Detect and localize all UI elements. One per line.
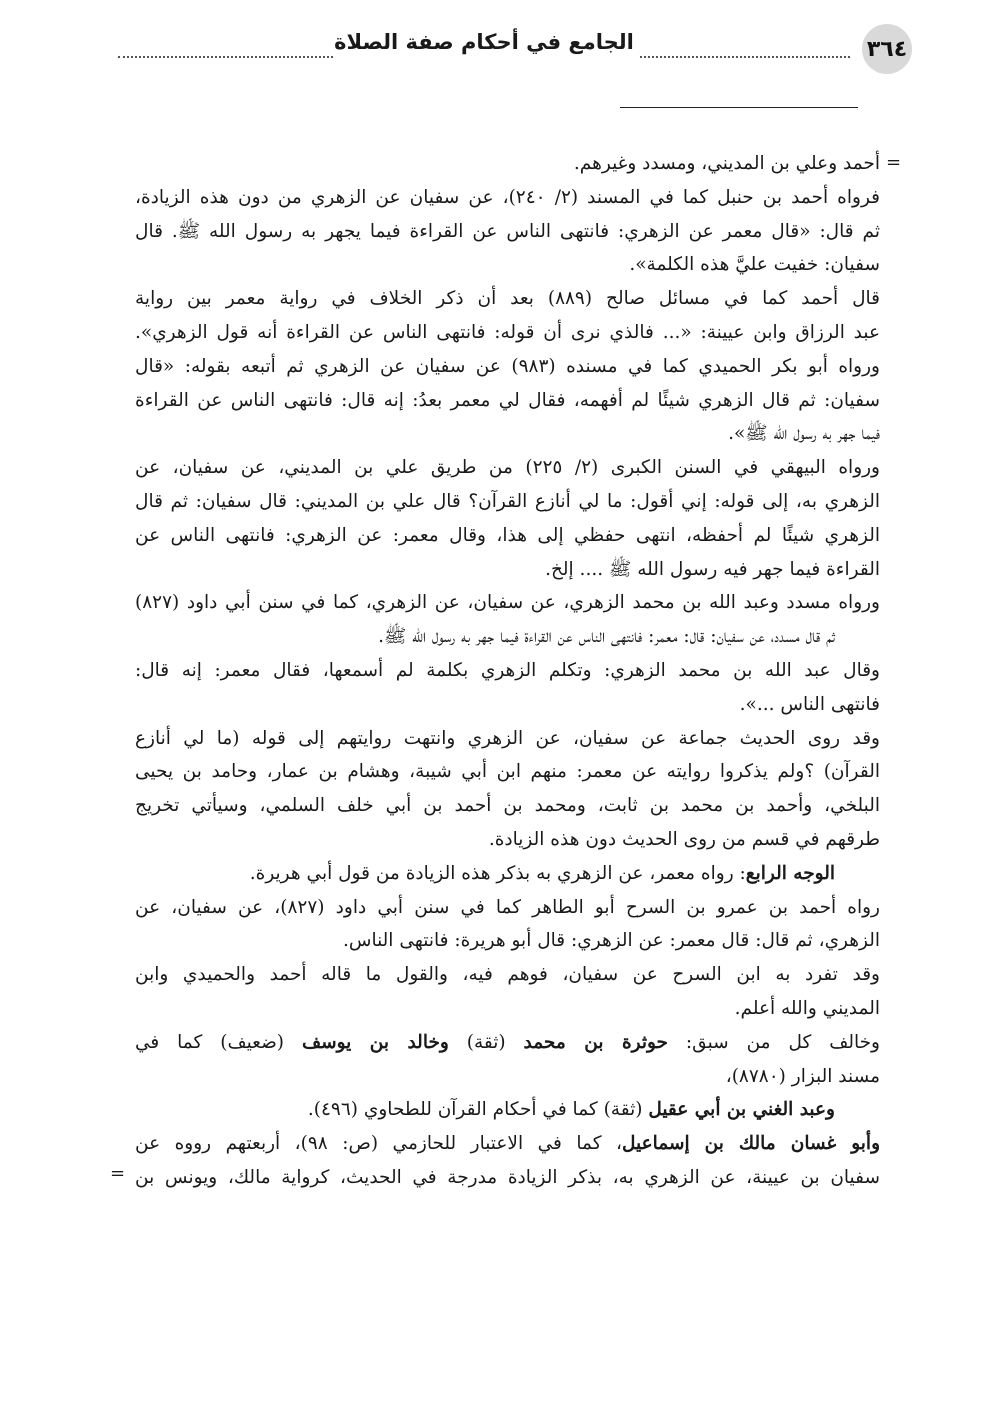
text-line [135, 451, 880, 485]
header-dots-right [640, 56, 850, 58]
continuation-mark-end: = [110, 1163, 126, 1184]
text-line [135, 891, 880, 925]
text-run: المديني والله أعلم. [734, 997, 880, 1019]
text-run: ، كما في الاعتبار للحازمي (ص: ٩٨)، أربعتهم رووه عن [135, 1133, 622, 1155]
text-line [135, 1161, 880, 1195]
text-run: طرقهم في قسم من روى الحديث دون هذه الزيادة. [488, 828, 880, 850]
text-line [135, 1026, 880, 1060]
text-line [135, 248, 880, 282]
text-line [135, 688, 880, 722]
text-run: سفيان: خفيت عليَّ هذه الكلمة». [629, 254, 880, 276]
text-run: سفيان: ثم قال الزهري شيئًا لم أفهمه، فقال لي معمر بعدُ: إنه قال: فانتهى الناس عن القراءة [135, 389, 880, 411]
text-line [135, 992, 880, 1026]
text-line [135, 857, 880, 891]
text-run: ثم قال مسدد، عن سفيان: قال: معمر: فانتهى الناس عن القراءة فيما جهر به رسول الله ﷺ. [378, 626, 835, 648]
text-run: وقد تفرد به ابن السرح عن سفيان، فوهم فيه، والقول ما قاله أحمد والحميدي وابن [135, 964, 880, 986]
footnote-text [135, 147, 880, 1195]
text-run: الزهري شيئًا لم أحفظه، انتهى حفظي إلى هذا، وقال معمر: عن الزهري: فانتهى الناس عن [135, 524, 880, 546]
text-run: وخالف كل من سبق: [668, 1031, 880, 1053]
text-line [135, 519, 880, 553]
text-line [135, 417, 880, 451]
text-line [135, 823, 880, 857]
text-line [135, 384, 880, 418]
text-line [135, 553, 880, 587]
text-run: عبد الرزاق وابن عيينة: «... فالذي نرى أن قوله: فانتهى الناس عن القراءة أنه قول الزهري». [135, 321, 880, 343]
bold-term: حوثرة بن محمد [523, 1031, 668, 1053]
text-run: البلخي، وأحمد بن محمد بن ثابت، ومحمد بن أحمد بن أبي خلف السلمي، وسيأتي تخريج [135, 795, 880, 817]
text-run: القراءة فيما جهر فيه رسول الله ﷺ .... إلخ. [545, 558, 880, 580]
bold-term: وعبد الغني بن أبي عقيل [648, 1099, 835, 1121]
text-run: فيما جهر به رسول الله ﷺ». [728, 423, 880, 445]
text-run: رواه أحمد بن عمرو بن السرح أبو الطاهر كما في سنن أبي داود (٨٢٧)، عن سفيان، عن [135, 896, 880, 918]
text-run: : رواه معمر، عن الزهري به بذكر هذه الزيادة من قول أبي هريرة. [249, 862, 746, 884]
footnote-separator [620, 107, 858, 108]
bold-term: وخالد بن يوسف [301, 1031, 449, 1053]
text-line [135, 789, 880, 823]
text-line [135, 755, 880, 789]
text-line [135, 1060, 880, 1094]
text-run: أحمد وعلي بن المديني، ومسدد وغيرهم. [573, 153, 880, 174]
text-run: مسند البزار (٨٧٨٠)، [725, 1065, 880, 1087]
text-line [135, 147, 880, 181]
page-header [0, 22, 1004, 74]
text-run: وقال عبد الله بن محمد الزهري: وتكلم الزهري بكلمة لم أسمعها، فقال معمر: إنه قال: [135, 659, 880, 681]
text-line [135, 924, 880, 958]
text-run: فرواه أحمد بن حنبل كما في المسند (٢/ ٢٤٠)، عن سفيان عن الزهري من دون هذه الزيادة، [135, 186, 880, 208]
text-run: فانتهى الناس ...». [739, 693, 880, 715]
text-run: ورواه مسدد وعبد الله بن محمد الزهري، عن سفيان، عن الزهري، كما في سنن أبي داود (٨٢٧) [135, 592, 880, 614]
text-line [135, 654, 880, 688]
text-run: القرآن) ؟ولم يذكروا روايته عن معمر: منهم ابن أبي شيبة، وهشام بن عمار، وحامد بن يحيى [135, 761, 880, 783]
text-line [135, 722, 880, 756]
bold-term: وأبو غسان مالك بن إسماعيل [621, 1133, 880, 1155]
text-run: الزهري به، إلى قوله: إني أقول: ما لي أنازع القرآن؟ قال علي بن المديني: قال سفيان: ثم قال [135, 490, 880, 512]
text-run: وقد روى الحديث جماعة عن سفيان، عن الزهري وانتهت روايتهم إلى قوله (ما لي أنازع [135, 727, 880, 749]
text-line [135, 1127, 880, 1161]
text-run: (ضعيف) كما في [135, 1031, 302, 1053]
text-line [135, 586, 880, 620]
text-run: (ثقة) [448, 1031, 524, 1053]
text-line [135, 958, 880, 992]
text-line [135, 215, 880, 249]
text-line [135, 282, 880, 316]
page-number: ٣٦٤ [862, 24, 912, 74]
text-line [135, 485, 880, 519]
header-dots-left [118, 56, 333, 58]
text-line [135, 1093, 880, 1127]
text-run: ورواه أبو بكر الحميدي كما في مسنده (٩٨٣) عن سفيان عن الزهري ثم أتبعه بقوله: «قال [135, 355, 880, 377]
bold-term: الوجه الرابع [745, 862, 835, 884]
text-line [135, 620, 880, 654]
text-run: (ثقة) كما في أحكام القرآن للطحاوي (٤٩٦). [307, 1099, 649, 1121]
text-run: ثم قال: «قال معمر عن الزهري: فانتهى الناس عن القراءة فيما يجهر به رسول الله ﷺ. قال [135, 220, 880, 242]
text-run: الزهري، ثم قال: قال معمر: عن الزهري: قال أبو هريرة: فانتهى الناس. [342, 930, 880, 952]
text-line [135, 350, 880, 384]
text-run: سفيان بن عيينة، عن الزهري به، بذكر الزيادة مدرجة في الحديث، كرواية مالك، ويونس بن [135, 1166, 880, 1188]
text-line [135, 316, 880, 350]
running-title: الجامع في أحكام صفة الصلاة [334, 30, 634, 54]
text-line [135, 181, 880, 215]
text-run: ورواه البيهقي في السنن الكبرى (٢/ ٢٢٥) من طريق علي بن المديني، عن سفيان، عن [135, 457, 880, 479]
text-run: قال أحمد كما في مسائل صالح (٨٨٩) بعد أن ذكر الخلاف في رواية معمر بين رواية [135, 288, 880, 310]
continuation-mark-start: = [886, 152, 902, 173]
